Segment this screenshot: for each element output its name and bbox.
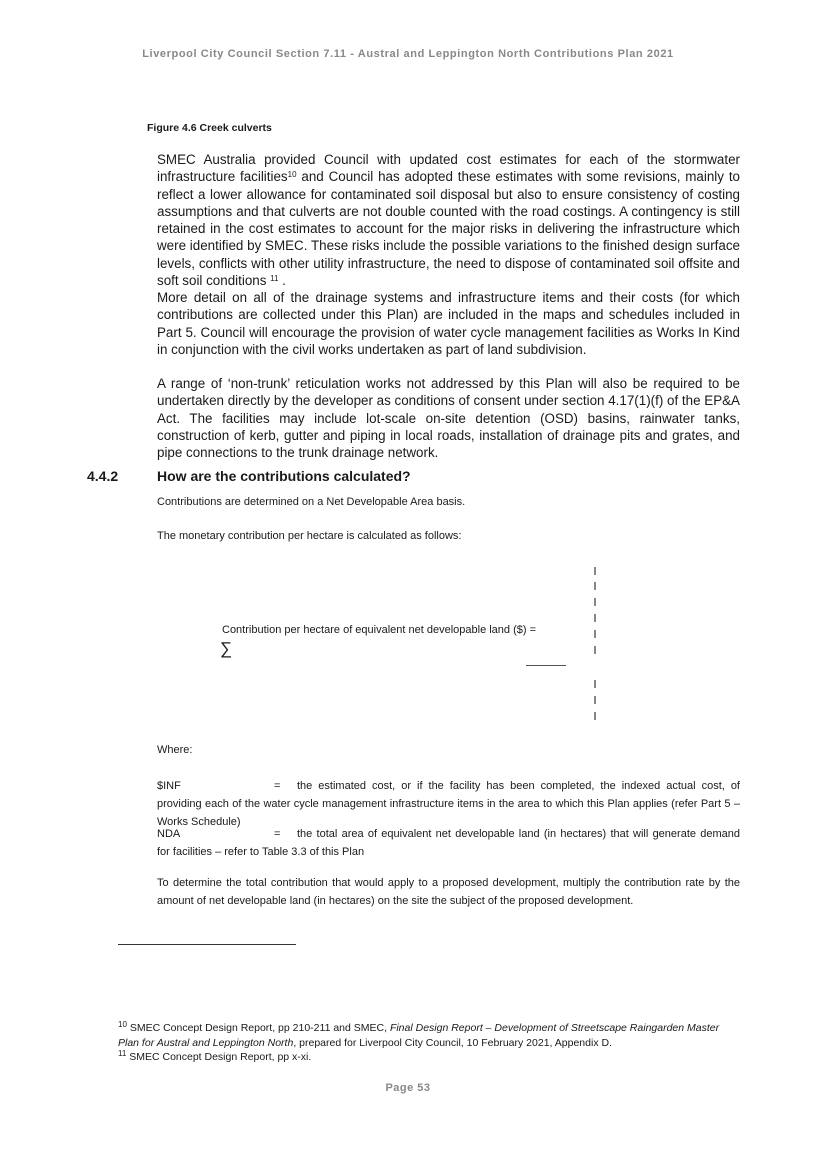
page-header: Liverpool City Council Section 7.11 - Austral and Leppington North Contributions Plan 2021: [142, 48, 674, 60]
figure-caption: Figure 4.6 Creek culverts: [147, 122, 272, 134]
closing-paragraph: To determine the total contribution that would apply to a proposed development, multiply the contribution rate by the amount of net developable land (in hectares) on the site the subject of the proposed development.: [157, 877, 740, 907]
definition-term: $INF: [157, 780, 181, 792]
formula-fragment-mark: [594, 680, 596, 688]
sigma-symbol: ∑: [220, 639, 233, 658]
paragraph-text: .: [278, 273, 286, 289]
formula-fragment-mark: [594, 582, 596, 590]
section-title: How are the contributions calculated?: [157, 468, 411, 484]
definition-term: NDA: [157, 828, 181, 840]
section-intro-formula: The monetary contribution per hectare is calculated as follows:: [157, 530, 462, 542]
formula-label: Contribution per hectare of equivalent net developable land ($) =: [222, 624, 537, 636]
paragraph-text: and Council has adopted these estimates with some revisions, mainly to reflect a lower allowance for contaminated soil disposal but also to ensure consistency of costing assumptions and that culverts are not double counted with the road costings. A contingency is still retained in the cost estimates to account for the major risks in delivering the infrastructure which were identified by SMEC. These risks include the possible variations to the finished design surface levels, conflicts with other utility infrastructure, the need to dispose of contaminated soil offsite and soft soil conditions: [157, 169, 740, 289]
footnote-ref-11[interactable]: 11: [270, 274, 279, 284]
formula-fragment-mark: [594, 598, 596, 606]
definition-inf: [157, 777, 740, 831]
footnote-report-title: Final Design Report – Development of Streetscape Raingarden Master Plan for Austral and Leppington North: [118, 1022, 720, 1049]
formula-fragment-mark: [594, 567, 596, 575]
formula-fragment-mark: [594, 614, 596, 622]
footnote-separator: [118, 944, 296, 945]
paragraph-drainage-detail: More detail on all of the drainage systems and infrastructure items and their costs (for which contributions are collected under this Plan) are included in the maps and schedules included in Part 5. Council will encourage the provision of water cycle management facilities as Works In Kind in conjunction with the civil works undertaken as part of land subdivision.: [157, 290, 740, 357]
definition-equals: =: [274, 780, 281, 792]
paragraph-text: SMEC Australia provided Council with updated cost estimates for each of the stormwater infrastructure facilities: [157, 152, 740, 185]
definition-nda: [157, 825, 740, 861]
footnote-text: , prepared for Liverpool City Council, 10 February 2021, Appendix D.: [293, 1036, 612, 1049]
section-intro-nda: Contributions are determined on a Net Developable Area basis.: [157, 496, 466, 508]
paragraph-non-trunk-works: A range of ‘non-trunk’ reticulation works not addressed by this Plan will also be required to be undertaken directly by the developer as conditions of consent under section 4.17(1)(f) of the EP&A Act. The facilities may include lot-scale on-site detention (OSD) basins, rainwater tanks, construction of kerb, gutter and piping in local roads, installation of drainage pits and grates, and pipe connections to the trunk drainage network.: [157, 376, 740, 461]
footnote-ref-10[interactable]: 10: [287, 170, 297, 180]
definition-text: the estimated cost, or if the facility has been completed, the indexed actual cost, of providing each of the water cycle management infrastructure items in the area to which this Plan applies (refer Part 5 – Works Schedule): [157, 780, 740, 828]
footnotes: [118, 1021, 743, 1065]
page-number: Page 53: [385, 1082, 431, 1094]
fraction-line: [526, 665, 566, 666]
formula-fragment-mark: [594, 646, 596, 654]
definition-equals: =: [274, 828, 281, 840]
footnote-text: SMEC Concept Design Report, pp 210-211 and SMEC,: [126, 1022, 390, 1034]
formula-fragment-mark: [594, 712, 596, 720]
section-number: 4.4.2: [87, 468, 119, 484]
definition-text: the total area of equivalent net developable land (in hectares) that will generate demand for facilities – refer to Table 3.3 of this Plan: [157, 828, 740, 858]
footnote-text: SMEC Concept Design Report, pp x-xi.: [126, 1051, 312, 1063]
footnote-number: 11: [118, 1049, 127, 1058]
formula-fragment-mark: [594, 696, 596, 704]
formula-fragment-mark: [594, 630, 596, 638]
paragraph-cost-estimates: [157, 151, 740, 289]
where-label: Where:: [157, 744, 193, 756]
footnote-number: 10: [118, 1020, 127, 1029]
